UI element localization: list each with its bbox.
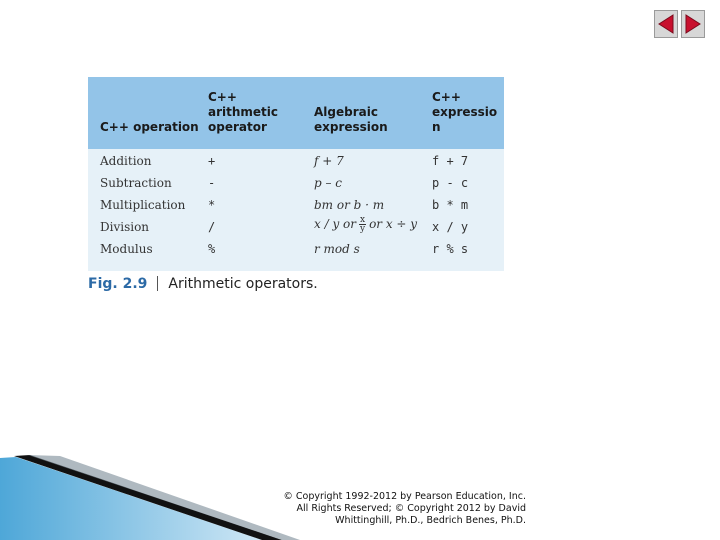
operator-symbol: *	[208, 198, 216, 212]
fraction-numerator: x	[360, 215, 366, 225]
header-cpp-operation: C++ operation	[100, 120, 199, 134]
cpp-expression: r % s	[432, 242, 469, 256]
operation-name: Subtraction	[100, 176, 172, 190]
operator-symbol: -	[208, 176, 216, 190]
algebraic-expression: r mod s	[314, 242, 360, 256]
copyright-line: © Copyright 1992-2012 by Pearson Education, Inc.	[283, 491, 526, 502]
operator-symbol: +	[208, 154, 216, 168]
header-algebraic-expression: Algebraic expression	[314, 105, 388, 134]
copyright-line: All Rights Reserved; © Copyright 2012 by David	[296, 503, 526, 514]
figure-title: Arithmetic operators.	[168, 276, 318, 292]
header-cpp-expression: C++ expressio n	[432, 90, 498, 134]
copyright-notice	[283, 491, 526, 527]
cpp-expression: f + 7	[432, 154, 469, 168]
operator-symbol: /	[208, 220, 216, 234]
operator-symbol: %	[208, 242, 216, 256]
copyright-line: Whittinghill, Ph.D., Bedrich Benes, Ph.D.	[335, 515, 526, 526]
figure-label: Fig. 2.9	[88, 276, 148, 292]
algebraic-expression: f + 7	[314, 154, 344, 168]
operation-name: Addition	[100, 154, 152, 168]
cpp-expression: b * m	[432, 198, 469, 212]
operation-name: Multiplication	[100, 198, 186, 212]
algebraic-expression: p – c	[314, 176, 343, 190]
cpp-expression: x / y	[432, 220, 469, 234]
algebraic-expression: bm or b · m	[314, 198, 385, 212]
cpp-expression: p - c	[432, 176, 469, 190]
header-arithmetic-operator: C++ arithmetic operator	[208, 90, 279, 134]
operation-name: Division	[100, 220, 150, 234]
fraction-denominator: y	[359, 224, 366, 234]
operation-name: Modulus	[100, 242, 153, 256]
algebraic-suffix: or x ÷ y	[369, 217, 418, 231]
algebraic-prefix: x / y or	[314, 217, 356, 231]
